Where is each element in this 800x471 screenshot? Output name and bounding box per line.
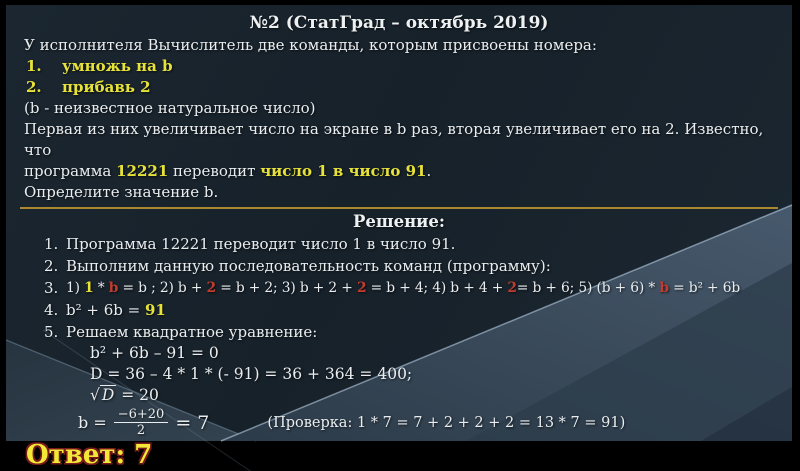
fraction-denominator: 2: [136, 423, 146, 438]
step-3-text: 1) 1 * b = b ; 2) b + 2 = b + 2; 3) b + 2 + 2 = b + 4; 4) b + 4 + 2= b + 6; 5) (b + 6) * b = b² + 6b: [66, 280, 741, 296]
command-2-number: 2.: [26, 78, 42, 96]
section-divider-line: [20, 207, 778, 209]
problem-intro: У исполнителя Вычислитель две команды, которым присвоены номера:: [24, 36, 597, 54]
command-1-label: умножь на b: [62, 57, 173, 75]
slide-title: №2 (СтатГрад – октябрь 2019): [249, 13, 549, 33]
step-5-text: Решаем квадратное уравнение:: [66, 323, 318, 341]
solution-step-1: [16, 233, 782, 255]
quadratic-equation: b² + 6b – 91 = 0: [90, 344, 219, 362]
step-4-text: b² + 6b = 91: [66, 301, 166, 319]
root-result: = 7: [175, 411, 210, 434]
root-formula-row: [78, 407, 782, 438]
command-item-1: [16, 56, 782, 77]
fraction-numerator: −6+20: [114, 407, 169, 423]
problem-line-2: программа 12221 переводит число 1 в число 91.: [24, 162, 432, 180]
solution-heading: Решение:: [352, 212, 446, 231]
presentation-slide: [6, 5, 792, 470]
problem-note: (b - неизвестное натуральное число): [24, 99, 316, 117]
step-3-number: 3.: [44, 279, 59, 297]
step-2-text: Выполним данную последовательность команд (программу):: [66, 257, 551, 275]
problem-line-1: Первая из них увеличивает число на экране в b раз, вторая увеличивает его на 2. Известно, что: [24, 120, 764, 159]
step-1-number: 1.: [44, 235, 59, 253]
command-item-2: [16, 77, 782, 98]
root-prefix: b =: [78, 412, 107, 432]
step-1-text: Программа 12221 переводит число 1 в число 91.: [66, 235, 456, 253]
command-2-label: прибавь 2: [62, 78, 151, 96]
discriminant-equation: D = 36 – 4 * 1 * (- 91) = 36 + 364 = 400;: [90, 365, 413, 383]
solution-step-5: [16, 321, 782, 343]
fraction: [114, 407, 169, 438]
slide-content: [6, 5, 792, 471]
solution-step-2: [16, 255, 782, 277]
command-1-number: 1.: [26, 57, 42, 75]
problem-question: Определите значение b.: [24, 183, 219, 201]
step-5-number: 5.: [44, 323, 59, 341]
solution-step-4: [16, 299, 782, 321]
step-2-number: 2.: [44, 257, 59, 275]
step-4-number: 4.: [44, 301, 59, 319]
solution-step-3: [16, 277, 782, 299]
sqrt-discriminant: √ D = 20: [90, 386, 159, 404]
answer-text: Ответ: 7: [26, 440, 153, 470]
verification-text: (Проверка: 1 * 7 = 7 + 2 + 2 + 2 = 13 * 7 = 91): [267, 414, 626, 431]
